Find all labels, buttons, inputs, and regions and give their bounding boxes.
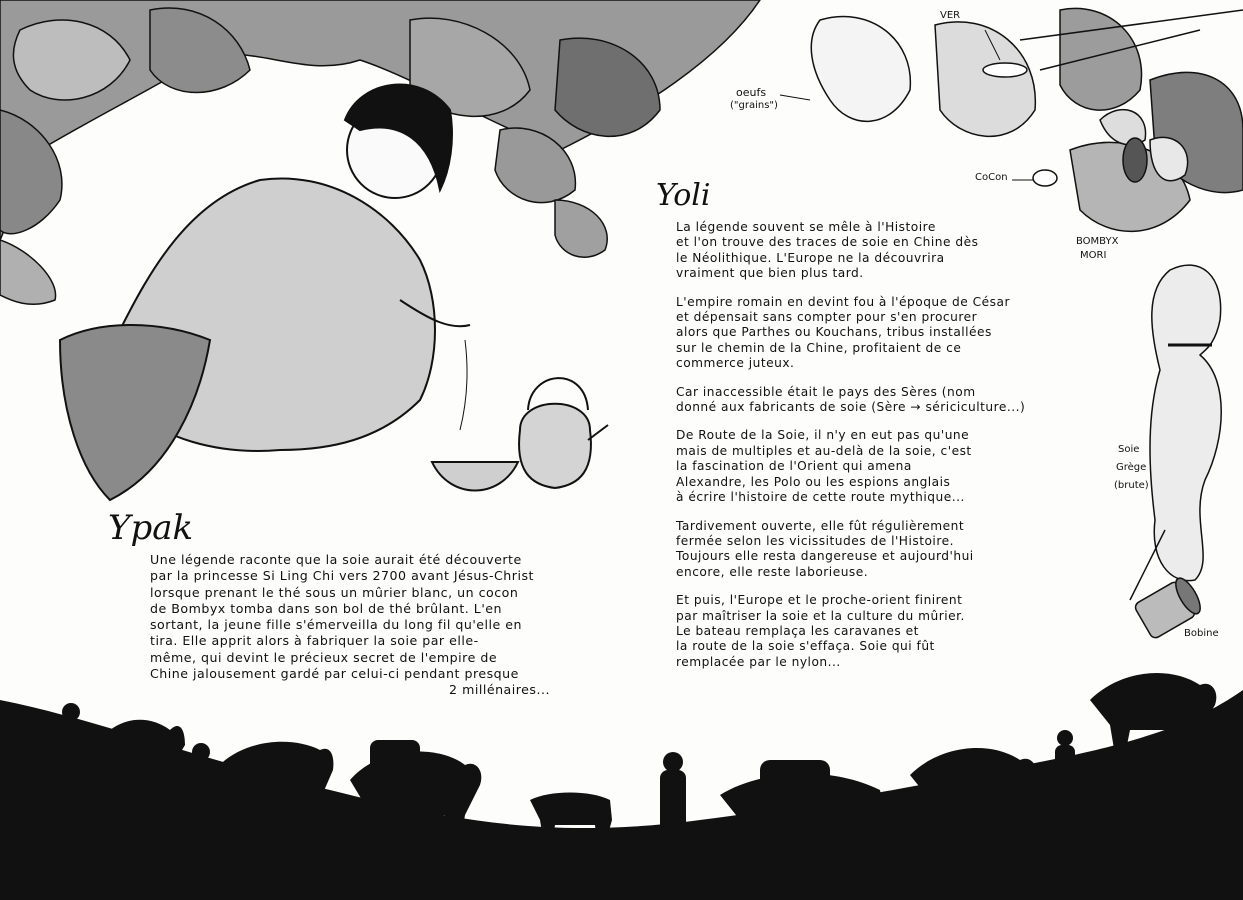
silk-skein-icon: [1150, 265, 1221, 581]
history-line: encore, elle reste laborieuse.: [676, 564, 869, 579]
history-line: Alexandre, les Polo ou les espions anglais: [676, 474, 951, 489]
history-line: par maîtriser la soie et la culture du mûrier.: [676, 608, 965, 623]
history-line: sur le chemin de la Chine, profitaient de ce: [676, 340, 962, 355]
history-paragraph: [676, 428, 1076, 505]
label-mori: MORI: [1080, 250, 1107, 261]
yoli-signature: Yoli: [656, 178, 711, 213]
story-line: par la princesse Si Ling Chi vers 2700 avant Jésus-Christ: [150, 568, 534, 584]
history-line: Car inaccessible était le pays des Sères (nom: [676, 384, 976, 399]
story-line: même, qui devint le précieux secret de l'empire de: [150, 649, 498, 665]
teapot-icon: [519, 378, 608, 488]
history-line: et l'on trouve des traces de soie en Chine dès: [676, 235, 979, 250]
silkworm-leaves: [811, 8, 1243, 231]
history-paragraph: [676, 295, 1076, 372]
history-line: remplacée par le nylon...: [676, 654, 841, 669]
label-brute: (brute): [1114, 480, 1149, 491]
ypak-story: [150, 552, 570, 699]
princess-figure: [60, 85, 470, 500]
history-paragraph: [676, 519, 1076, 581]
history-line: alors que Parthes ou Kouchans, tribus installées: [676, 325, 992, 340]
history-paragraph: [676, 385, 1076, 416]
history-line: Et puis, l'Europe et le proche-orient finirent: [676, 593, 963, 608]
label-bobine: Bobine: [1184, 628, 1219, 639]
label-cocon: CoCon: [975, 172, 1008, 183]
desert-ground: [0, 690, 1243, 900]
history-line: commerce juteux.: [676, 356, 795, 371]
story-line: de Bombyx tomba dans son bol de thé brûlant. L'en: [150, 600, 503, 616]
label-grains: ("grains"): [730, 100, 778, 111]
history-line: fermée selon les vicissitudes de l'Histoire.: [676, 533, 954, 548]
history-line: le Néolithique. L'Europe ne la découvrira: [676, 250, 945, 265]
label-ver: VER: [940, 10, 961, 21]
yoli-history: [676, 220, 1076, 683]
history-line: L'empire romain en devint fou à l'époque de César: [676, 294, 1010, 309]
label-grege: Grège: [1116, 462, 1147, 473]
history-paragraph: [676, 220, 1076, 282]
tea-bowl-icon: [432, 462, 518, 491]
story-line: Une légende raconte que la soie aurait été découverte: [150, 552, 522, 567]
story-line: tira. Elle apprit alors à fabriquer la soie par elle-: [150, 633, 479, 649]
silk-thread: [460, 340, 467, 430]
history-line: La légende souvent se mêle à l'Histoire: [676, 220, 936, 234]
history-line: à écrire l'histoire de cette route mythique...: [676, 490, 965, 505]
label-soie: Soie: [1118, 444, 1140, 455]
cocoon-icon: [1033, 170, 1057, 186]
history-line: vraiment que bien plus tard.: [676, 266, 864, 281]
history-line: De Route de la Soie, il n'y en eut pas qu'une: [676, 428, 970, 443]
label-oeufs: oeufs: [736, 86, 767, 99]
history-line: donné aux fabricants de soie (Sère → sériciculture...): [676, 400, 1026, 415]
history-line: Toujours elle resta dangereuse et aujourd'hui: [676, 549, 974, 564]
story-line: lorsque prenant le thé sous un mûrier blanc, un cocon: [150, 584, 519, 600]
history-paragraph: [676, 593, 1076, 670]
silkworm-icon: [983, 63, 1027, 77]
ypak-signature: Ypak: [108, 508, 194, 548]
story-line: Chine jalousement gardé par celui-ci pendant presque: [150, 666, 519, 682]
story-line: sortant, la jeune fille s'émerveilla du long fil qu'elle en: [150, 617, 523, 633]
history-line: Tardivement ouverte, elle fût régulièrement: [676, 518, 965, 533]
story-line: 2 millénaires...: [449, 682, 550, 698]
history-line: la route de la soie s'effaça. Soie qui fût: [676, 639, 935, 654]
history-line: la fascination de l'Orient qui amena: [676, 459, 912, 474]
history-line: mais de multiples et au-delà de la soie, c'est: [676, 443, 972, 458]
history-line: et dépensait sans compter pour s'en procurer: [676, 310, 978, 325]
label-bombyx: BOMBYX: [1076, 236, 1119, 247]
history-line: Le bateau remplaça les caravanes et: [676, 623, 919, 638]
